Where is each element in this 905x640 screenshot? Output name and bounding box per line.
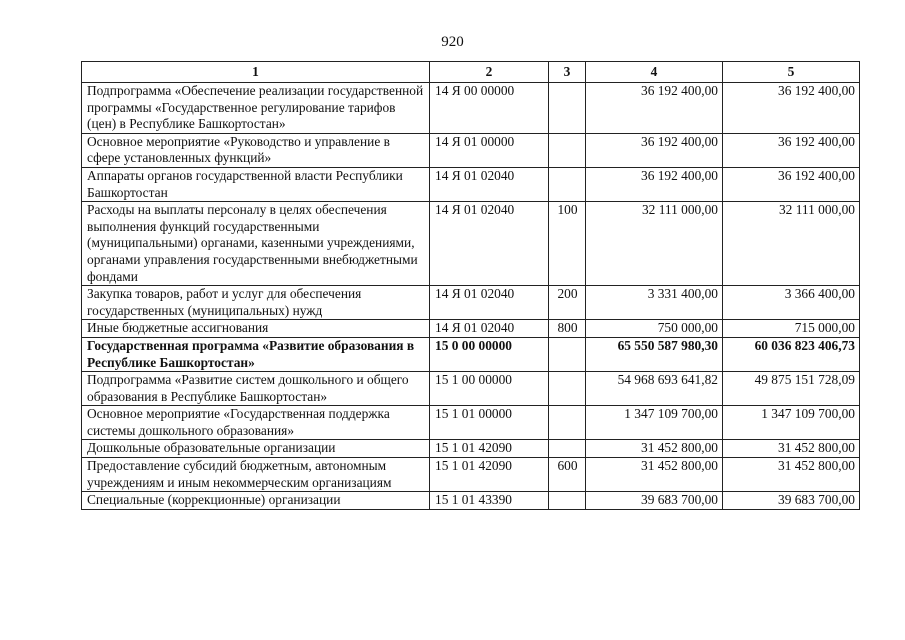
row-code: 15 1 01 42090 <box>430 440 549 458</box>
row-name: Дошкольные образовательные организации <box>82 440 430 458</box>
row-amount-year-1: 54 968 693 641,82 <box>586 372 723 406</box>
table-row <box>82 83 860 134</box>
row-expense-type <box>549 492 586 510</box>
row-amount-year-1: 36 192 400,00 <box>586 83 723 134</box>
row-expense-type <box>549 167 586 201</box>
row-name: Основное мероприятие «Руководство и управление в сфере установленных функций» <box>82 133 430 167</box>
row-name: Государственная программа «Развитие образования в Республике Башкортостан» <box>82 337 430 371</box>
row-amount-year-2: 1 347 109 700,00 <box>723 406 860 440</box>
row-code: 14 Я 01 00000 <box>430 133 549 167</box>
row-amount-year-2: 3 366 400,00 <box>723 286 860 320</box>
header-row <box>82 62 860 83</box>
table-row <box>82 286 860 320</box>
page-number: 920 <box>441 34 464 50</box>
row-code: 14 Я 00 00000 <box>430 83 549 134</box>
row-expense-type: 200 <box>549 286 586 320</box>
header-col-5: 5 <box>723 62 860 83</box>
row-name: Расходы на выплаты персоналу в целях обеспечения выполнения функций государственными (муниципальными) органами, казенными учреждениями, органами управления государственными внебюджетными фондами <box>82 202 430 286</box>
row-expense-type <box>549 337 586 371</box>
row-code: 15 1 00 00000 <box>430 372 549 406</box>
header-col-2: 2 <box>430 62 549 83</box>
row-amount-year-1: 36 192 400,00 <box>586 167 723 201</box>
table-row <box>82 202 860 286</box>
row-expense-type: 800 <box>549 320 586 338</box>
row-amount-year-2: 32 111 000,00 <box>723 202 860 286</box>
header-col-3: 3 <box>549 62 586 83</box>
row-expense-type: 600 <box>549 458 586 492</box>
row-amount-year-1: 750 000,00 <box>586 320 723 338</box>
row-amount-year-1: 31 452 800,00 <box>586 458 723 492</box>
row-code: 14 Я 01 02040 <box>430 320 549 338</box>
row-code: 14 Я 01 02040 <box>430 167 549 201</box>
row-code: 15 1 01 00000 <box>430 406 549 440</box>
row-amount-year-2: 36 192 400,00 <box>723 83 860 134</box>
header-col-4: 4 <box>586 62 723 83</box>
table-row <box>82 458 860 492</box>
header-col-1: 1 <box>82 62 430 83</box>
row-name: Предоставление субсидий бюджетным, автономным учреждениям и иным некоммерческим организациям <box>82 458 430 492</box>
row-amount-year-1: 39 683 700,00 <box>586 492 723 510</box>
row-name: Закупка товаров, работ и услуг для обеспечения государственных (муниципальных) нужд <box>82 286 430 320</box>
row-amount-year-2: 715 000,00 <box>723 320 860 338</box>
row-name: Специальные (коррекционные) организации <box>82 492 430 510</box>
row-expense-type <box>549 83 586 134</box>
row-amount-year-2: 36 192 400,00 <box>723 133 860 167</box>
budget-table <box>81 61 860 510</box>
table-row <box>82 492 860 510</box>
table-row <box>82 372 860 406</box>
table-row <box>82 440 860 458</box>
row-name: Иные бюджетные ассигнования <box>82 320 430 338</box>
row-expense-type <box>549 440 586 458</box>
row-name: Подпрограмма «Развитие систем дошкольного и общего образования в Республике Башкортостан» <box>82 372 430 406</box>
row-code: 14 Я 01 02040 <box>430 286 549 320</box>
row-amount-year-2: 31 452 800,00 <box>723 458 860 492</box>
row-expense-type <box>549 372 586 406</box>
row-amount-year-1: 32 111 000,00 <box>586 202 723 286</box>
row-code: 15 1 01 42090 <box>430 458 549 492</box>
row-expense-type <box>549 133 586 167</box>
row-code: 15 1 01 43390 <box>430 492 549 510</box>
row-amount-year-2: 31 452 800,00 <box>723 440 860 458</box>
table-row <box>82 167 860 201</box>
row-name: Подпрограмма «Обеспечение реализации государственной программы «Государственное регулирование тарифов (цен) в Республике Башкортостан» <box>82 83 430 134</box>
row-amount-year-2: 39 683 700,00 <box>723 492 860 510</box>
row-amount-year-1: 31 452 800,00 <box>586 440 723 458</box>
row-code: 14 Я 01 02040 <box>430 202 549 286</box>
table-row <box>82 406 860 440</box>
row-amount-year-2: 36 192 400,00 <box>723 167 860 201</box>
row-amount-year-1: 36 192 400,00 <box>586 133 723 167</box>
table-body <box>82 83 860 510</box>
row-amount-year-2: 49 875 151 728,09 <box>723 372 860 406</box>
row-name: Аппараты органов государственной власти Республики Башкортостан <box>82 167 430 201</box>
row-name: Основное мероприятие «Государственная поддержка системы дошкольного образования» <box>82 406 430 440</box>
row-expense-type <box>549 406 586 440</box>
row-amount-year-1: 1 347 109 700,00 <box>586 406 723 440</box>
row-amount-year-1: 3 331 400,00 <box>586 286 723 320</box>
table-row <box>82 320 860 338</box>
row-code: 15 0 00 00000 <box>430 337 549 371</box>
row-amount-year-2: 60 036 823 406,73 <box>723 337 860 371</box>
row-amount-year-1: 65 550 587 980,30 <box>586 337 723 371</box>
row-expense-type: 100 <box>549 202 586 286</box>
table-row <box>82 133 860 167</box>
table-row <box>82 337 860 371</box>
